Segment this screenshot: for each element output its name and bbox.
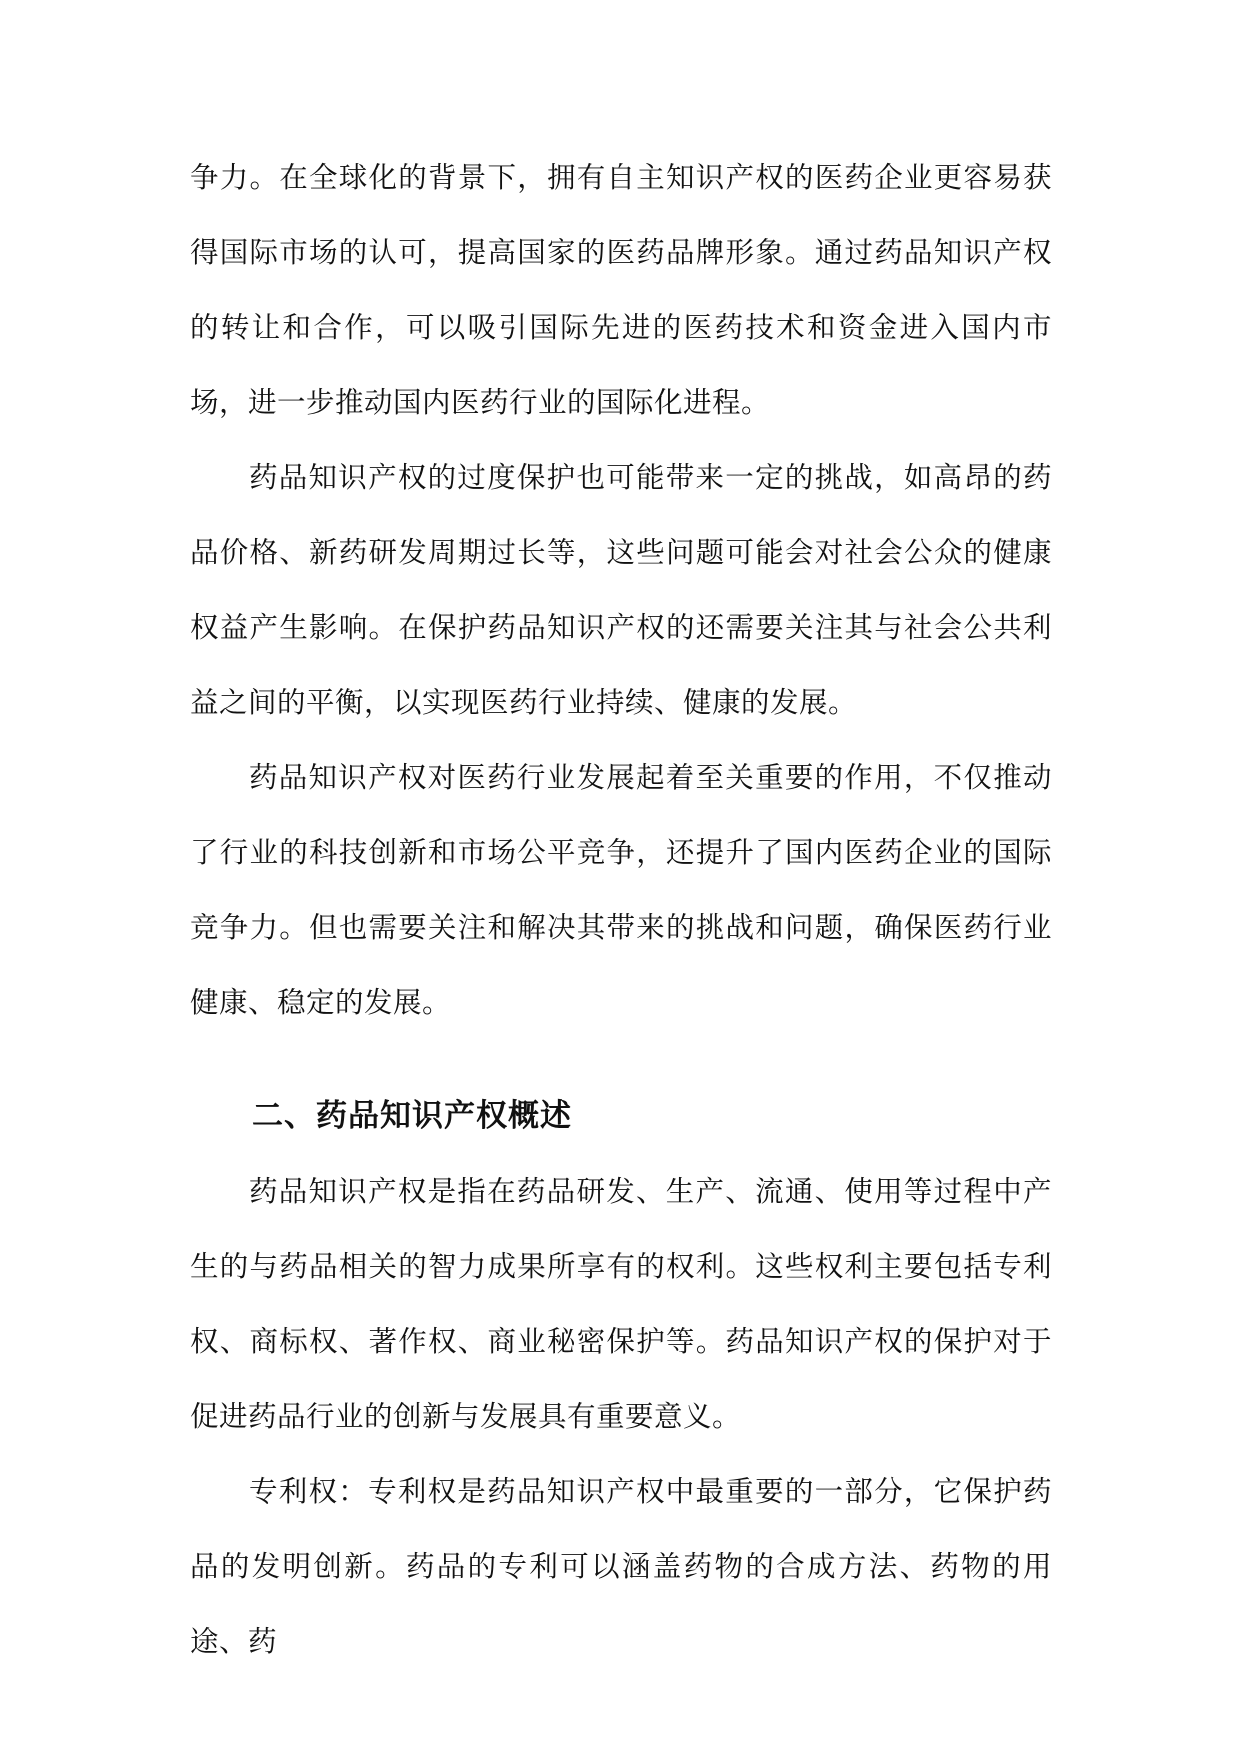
section-heading: 二、药品知识产权概述 <box>252 1098 572 1134</box>
paragraph-overprotection: 药品知识产权的过度保护也可能带来一定的挑战，如高昂的药品价格、新药研发周期过长等，这些问题可能会对社会公众的健康权益产生影响。在保护药品知识产权的还需要关注其与社会公共利益之间的平衡，以实现医药行业持续、健康的发展。 <box>190 461 1052 719</box>
paragraph-continuation: 争力。在全球化的背景下，拥有自主知识产权的医药企业更容易获得国际市场的认可，提高国家的医药品牌形象。通过药品知识产权的转让和合作，可以吸引国际先进的医药技术和资金进入国内市场，进一步推动国内医药行业的国际化进程。 <box>190 161 1052 419</box>
document-body <box>190 140 1052 1679</box>
paragraph-definition: 药品知识产权是指在药品研发、生产、流通、使用等过程中产生的与药品相关的智力成果所享有的权利。这些权利主要包括专利权、商标权、著作权、商业秘密保护等。药品知识产权的保护对于促进药品行业的创新与发展具有重要意义。 <box>190 1175 1052 1433</box>
paragraph-summary: 药品知识产权对医药行业发展起着至关重要的作用，不仅推动了行业的科技创新和市场公平竞争，还提升了国内医药企业的国际竞争力。但也需要关注和解决其带来的挑战和问题，确保医药行业健康、稳定的发展。 <box>190 761 1052 1019</box>
paragraph-patent: 专利权：专利权是药品知识产权中最重要的一部分，它保护药品的发明创新。药品的专利可以涵盖药物的合成方法、药物的用途、药 <box>190 1475 1052 1658</box>
